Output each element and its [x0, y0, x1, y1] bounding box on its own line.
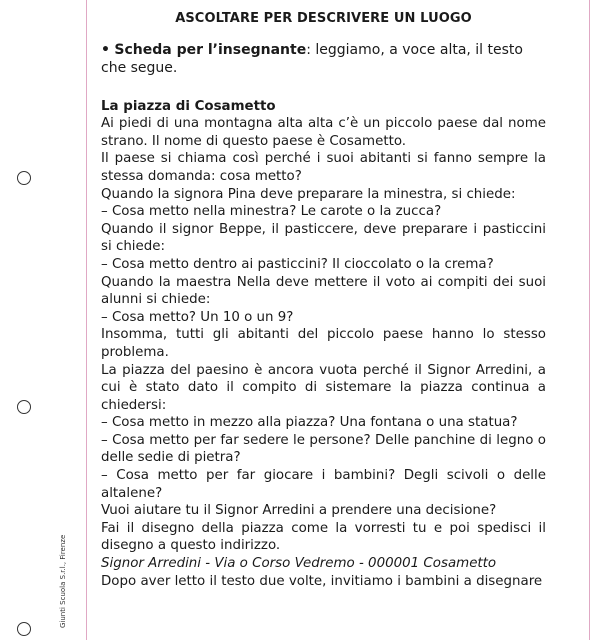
story-paragraph: Quando la maestra Nella deve mettere il voto ai compiti dei suoi alunni si chiede:: [101, 274, 546, 308]
story-address: Signor Arredini - Via o Corso Vedremo - 000001 Cosametto: [101, 556, 497, 572]
worksheet-content: [101, 10, 546, 590]
teacher-note-label: Scheda per l’insegnante: [114, 41, 307, 58]
teacher-note-text: : leggiamo, a voce alta, il testo che segue.: [101, 41, 523, 76]
story-paragraph: La piazza del paesino è ancora vuota perché il Signor Arredini, a cui è stato dato il compito di sistemare la piazza continua a chiedersi:: [101, 362, 546, 413]
story-dialogue: – Cosa metto dentro ai pasticcini? Il cioccolato o la crema?: [101, 256, 494, 272]
binder-hole-middle: [17, 400, 31, 414]
story-paragraph: Vuoi aiutare tu il Signor Arredini a prendere una decisione?: [101, 503, 497, 519]
binder-hole-bottom: [17, 622, 31, 636]
story-paragraph: Quando la signora Pina deve preparare la minestra, si chiede:: [101, 186, 516, 202]
story-title: La piazza di Cosametto: [101, 98, 276, 114]
story-dialogue: – Cosa metto per far giocare i bambini? Degli scivoli o delle altalene?: [101, 468, 546, 501]
story: [101, 98, 546, 591]
story-dialogue: – Cosa metto? Un 10 o un 9?: [101, 309, 294, 325]
story-dialogue: – Cosa metto in mezzo alla piazza? Una fontana o una statua?: [101, 415, 518, 431]
story-paragraph: Insomma, tutti gli abitanti del piccolo paese hanno lo stesso problema.: [101, 327, 546, 360]
story-dialogue: – Cosa metto per far sedere le persone? Delle panchine di legno o delle sedie di pietra?: [101, 432, 546, 466]
page-title: ASCOLTARE PER DESCRIVERE UN LUOGO: [175, 11, 472, 26]
story-paragraph: Quando il signor Beppe, il pasticcere, deve preparare i pasticcini si chiede:: [101, 221, 546, 255]
publisher-credit: Giunti Scuola S.r.l., Firenze: [59, 534, 67, 628]
teacher-note: [101, 41, 546, 77]
story-paragraph: Fai il disegno della piazza come la vorresti tu e poi spedisci il disegno a questo indirizzo.: [101, 520, 546, 554]
closing-instruction: Dopo aver letto il testo due volte, invitiamo i bambini a disegnare: [101, 573, 543, 589]
story-paragraph: Ai piedi di una montagna alta alta c’è un piccolo paese dal nome strano. Il nome di questo paese è Cosametto.: [101, 116, 546, 149]
bullet: •: [101, 41, 110, 58]
story-paragraph: Il paese si chiama così perché i suoi abitanti si fanno sempre la stessa domanda: cosa metto?: [101, 151, 546, 184]
story-dialogue: – Cosa metto nella minestra? Le carote o la zucca?: [101, 204, 442, 220]
binder-hole-top: [17, 171, 31, 185]
